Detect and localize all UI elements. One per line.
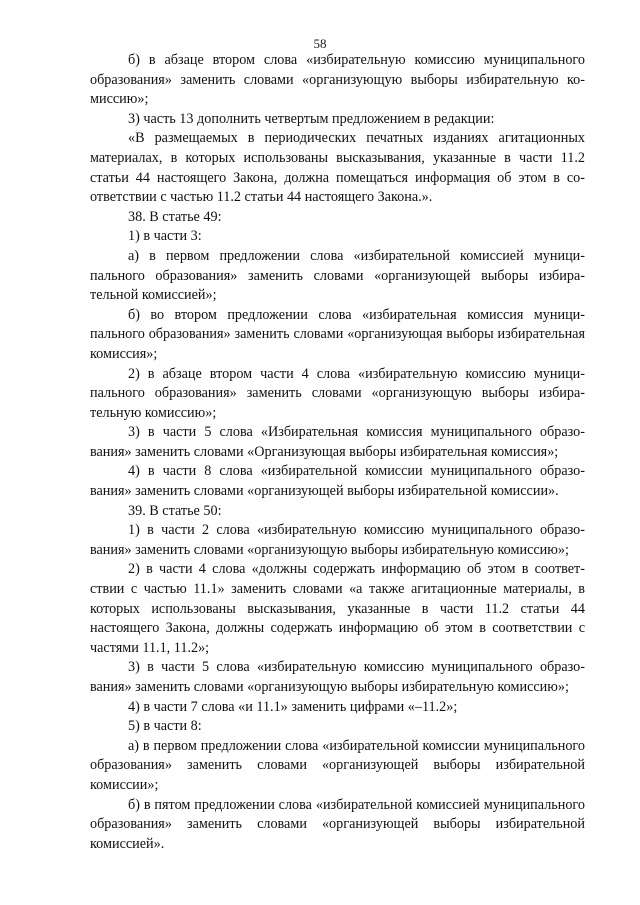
paragraph-7: б) во втором предложении слова «избирательная комиссия муниципального образования» заменить словами «организующая выборы избирательная комиссия»; [90,306,585,362]
paragraph-8: 2) в абзаце втором части 4 слова «избирательную комиссию муниципального образования» заменить словами «организующую выборы избирательную комиссию»; [90,365,585,421]
paragraph-18: б) в пятом предложении слова «избирательной комиссией муниципального образования» заменить словами «организующей выборы избирательной комиссией». [90,796,585,852]
page-number: 58 [313,36,327,51]
document-body [90,51,585,854]
paragraph-9: 3) в части 5 слова «Избирательная комиссия муниципального образования» заменить словами «Организующая выборы избирательная комиссия»; [90,424,585,460]
paragraph-3: «В размещаемых в периодических печатных изданиях агитационных материалах, в которых использованы высказывания, указанные в части 11.2 статьи 44 настоящего Закона, должна помещаться информация об этом в соответствии с частью 11.2 статьи 44 настоящего Закона.». [90,130,585,206]
paragraph-12: 1) в части 2 слова «избирательную комиссию муниципального образования» заменить словами «организующую выборы избирательную комиссию»; [90,522,585,558]
paragraph-15: 4) в части 7 слова «и 11.1» заменить цифрами «–11.2»; [128,698,458,715]
paragraph-2: 3) часть 13 дополнить четвертым предложением в редакции: [128,110,495,127]
paragraph-16: 5) в части 8: [128,718,202,735]
paragraph-10: 4) в части 8 слова «избирательной комиссии муниципального образования» заменить словами «организующей выборы избирательной комиссии». [90,463,585,500]
paragraph-17: а) в первом предложении слова «избирательной комиссии муниципального образования» заменить словами «организующей выборы избирательной комиссии»; [90,737,585,793]
paragraph-13: 2) в части 4 слова «должны содержать информацию об этом в соответствии с частью 11.1» заменить словами «а также агитационные материалы, в которых использованы высказывания, указанные в части 11.2 статьи 44 настоящего Закона, должны содержать информацию об этом в соответствии с частями 11.1, 11.2»; [90,561,585,656]
paragraph-4: 38. В статье 49: [128,208,222,225]
paragraph-5: 1) в части 3: [128,228,202,245]
paragraph-6: а) в первом предложении слова «избирательной комиссией муниципального образования» заменить словами «организующей выборы избирательной комиссией»; [90,247,585,304]
paragraph-14: 3) в части 5 слова «избирательную комиссию муниципального образования» заменить словами «организующую выборы избирательную комиссию»; [90,659,585,695]
paragraph-11: 39. В статье 50: [128,502,222,519]
paragraph-1: б) в абзаце втором слова «избирательную комиссию муниципального образования» заменить словами «организующую выборы избирательную комиссию»; [90,52,585,108]
